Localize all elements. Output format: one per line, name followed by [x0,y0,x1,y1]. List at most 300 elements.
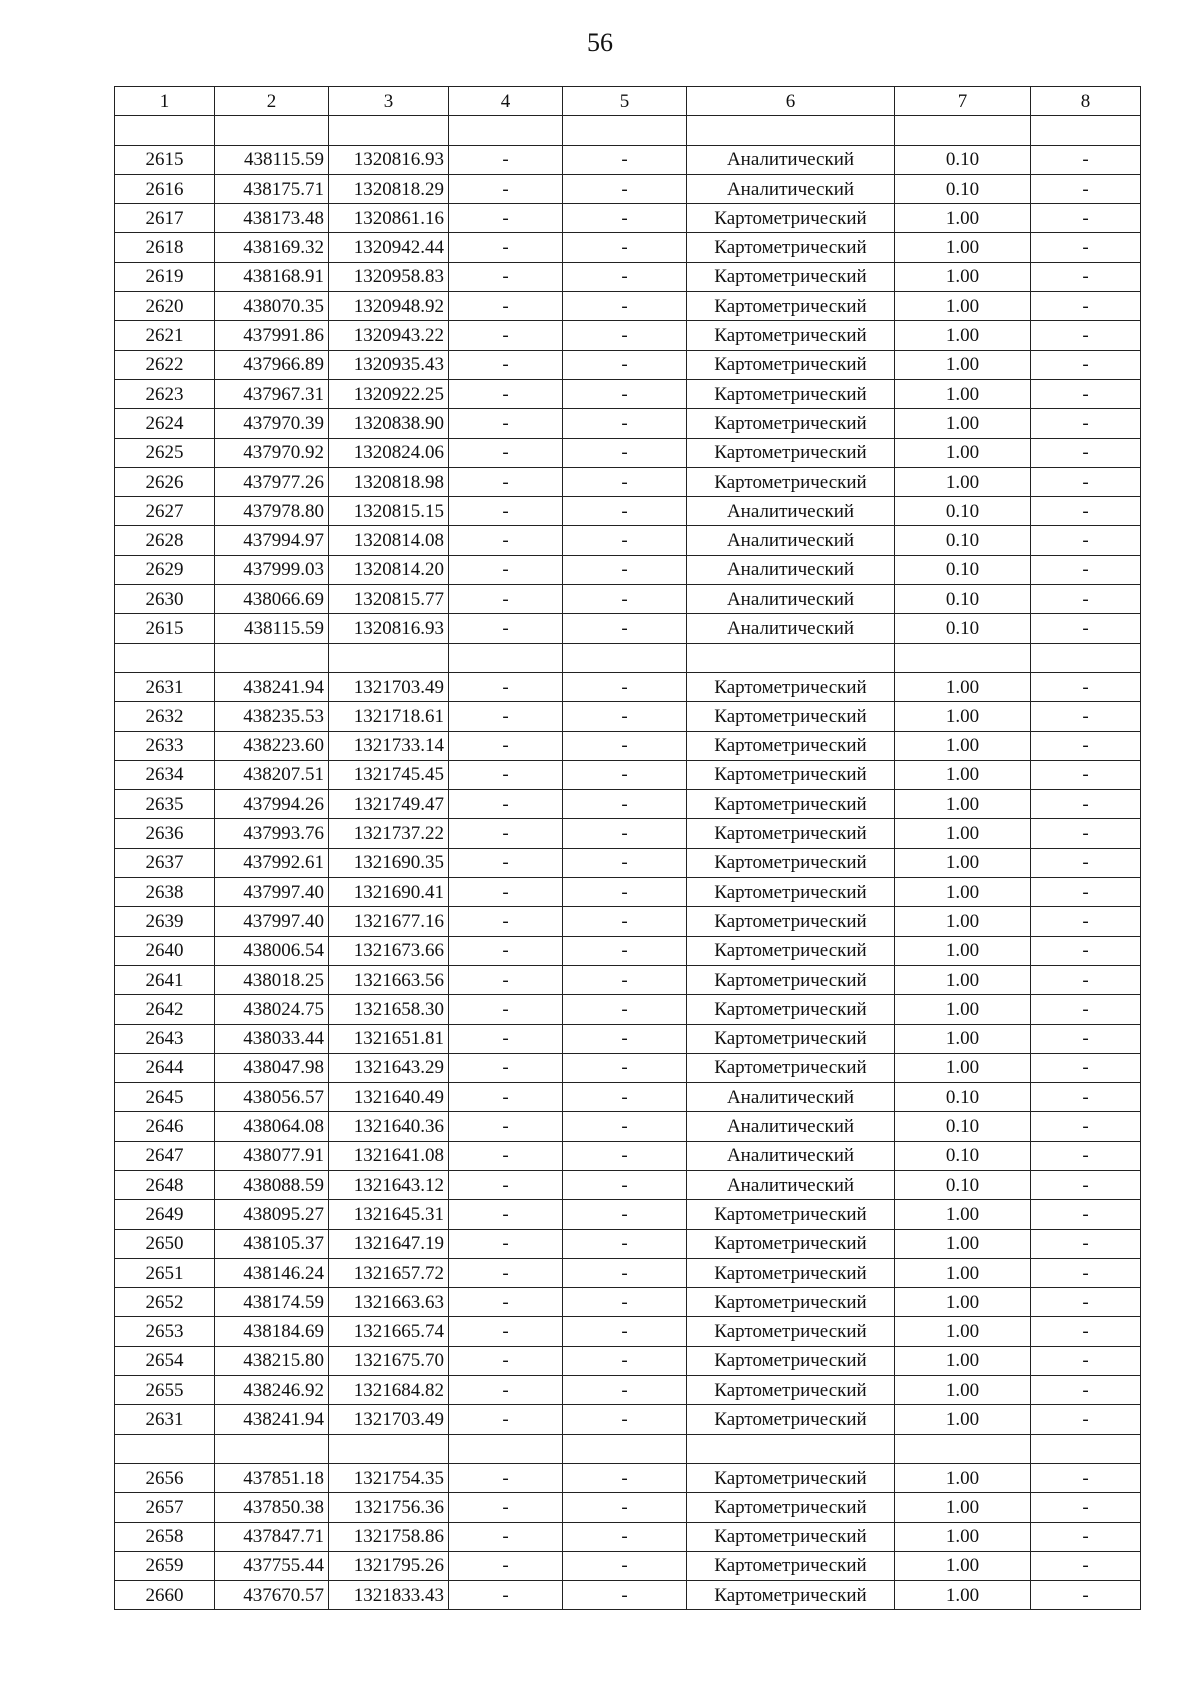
table-row [115,995,1141,1024]
column-8-cell: - [1031,555,1141,584]
column-4-cell: - [449,760,563,789]
method-cell: Аналитический [687,585,895,614]
method-cell: Картометрический [687,790,895,819]
table-row [115,409,1141,438]
x-coordinate-cell: 438033.44 [215,1024,329,1053]
accuracy-cell: 1.00 [895,672,1031,701]
column-5-cell: - [563,292,687,321]
accuracy-cell: 1.00 [895,731,1031,760]
column-8-cell: - [1031,526,1141,555]
empty-cell [563,643,687,672]
empty-cell [215,643,329,672]
accuracy-cell: 0.10 [895,497,1031,526]
column-8-cell: - [1031,1170,1141,1199]
method-cell: Картометрический [687,321,895,350]
accuracy-cell: 0.10 [895,526,1031,555]
table-row [115,790,1141,819]
x-coordinate-cell: 438006.54 [215,936,329,965]
accuracy-cell: 1.00 [895,760,1031,789]
column-5-cell: - [563,878,687,907]
table-row [115,350,1141,379]
method-cell: Картометрический [687,409,895,438]
x-coordinate-cell: 437850.38 [215,1493,329,1522]
table-row [115,233,1141,262]
column-8-cell: - [1031,1581,1141,1610]
column-5-cell: - [563,409,687,438]
column-5-cell: - [563,760,687,789]
point-number-cell: 2626 [115,467,215,496]
y-coordinate-cell: 1321690.41 [329,878,449,907]
empty-cell [1031,1434,1141,1463]
table-row [115,1200,1141,1229]
point-number-cell: 2650 [115,1229,215,1258]
column-4-cell: - [449,1288,563,1317]
method-cell: Картометрический [687,1024,895,1053]
accuracy-cell: 0.10 [895,1141,1031,1170]
column-8-cell: - [1031,1053,1141,1082]
method-cell: Картометрический [687,438,895,467]
point-number-cell: 2657 [115,1493,215,1522]
point-number-cell: 2615 [115,614,215,643]
column-4-cell: - [449,350,563,379]
accuracy-cell: 1.00 [895,965,1031,994]
method-cell: Аналитический [687,1112,895,1141]
column-4-cell: - [449,233,563,262]
column-5-cell: - [563,614,687,643]
empty-cell [687,116,895,145]
method-cell: Картометрический [687,467,895,496]
empty-cell [563,1434,687,1463]
y-coordinate-cell: 1321673.66 [329,936,449,965]
x-coordinate-cell: 438184.69 [215,1317,329,1346]
method-cell: Аналитический [687,1141,895,1170]
accuracy-cell: 0.10 [895,174,1031,203]
column-5-cell: - [563,1229,687,1258]
y-coordinate-cell: 1321640.49 [329,1083,449,1112]
empty-cell [895,1434,1031,1463]
method-cell: Картометрический [687,936,895,965]
table-row [115,731,1141,760]
accuracy-cell: 1.00 [895,1522,1031,1551]
column-8-cell: - [1031,204,1141,233]
accuracy-cell: 0.10 [895,614,1031,643]
table-row [115,965,1141,994]
column-5-cell: - [563,672,687,701]
column-4-cell: - [449,1551,563,1580]
column-4-cell: - [449,790,563,819]
point-number-cell: 2660 [115,1581,215,1610]
column-4-cell: - [449,1258,563,1287]
point-number-cell: 2631 [115,1405,215,1434]
column-8-cell: - [1031,702,1141,731]
column-5-cell: - [563,965,687,994]
accuracy-cell: 1.00 [895,204,1031,233]
x-coordinate-cell: 437991.86 [215,321,329,350]
method-cell: Аналитический [687,526,895,555]
method-cell: Картометрический [687,1346,895,1375]
table-row [115,321,1141,350]
column-header: 1 [115,87,215,116]
column-4-cell: - [449,174,563,203]
accuracy-cell: 1.00 [895,321,1031,350]
column-8-cell: - [1031,379,1141,408]
point-number-cell: 2636 [115,819,215,848]
y-coordinate-cell: 1321795.26 [329,1551,449,1580]
table-row [115,819,1141,848]
column-5-cell: - [563,262,687,291]
header-row [115,87,1141,116]
column-4-cell: - [449,819,563,848]
y-coordinate-cell: 1321663.56 [329,965,449,994]
column-4-cell: - [449,702,563,731]
column-8-cell: - [1031,321,1141,350]
y-coordinate-cell: 1320943.22 [329,321,449,350]
column-5-cell: - [563,1376,687,1405]
column-5-cell: - [563,848,687,877]
point-number-cell: 2658 [115,1522,215,1551]
column-8-cell: - [1031,497,1141,526]
column-8-cell: - [1031,672,1141,701]
x-coordinate-cell: 438169.32 [215,233,329,262]
table-row [115,672,1141,701]
x-coordinate-cell: 437977.26 [215,467,329,496]
method-cell: Картометрический [687,204,895,233]
x-coordinate-cell: 438241.94 [215,672,329,701]
column-4-cell: - [449,497,563,526]
empty-cell [215,116,329,145]
method-cell: Картометрический [687,292,895,321]
column-8-cell: - [1031,731,1141,760]
accuracy-cell: 1.00 [895,995,1031,1024]
column-8-cell: - [1031,350,1141,379]
column-5-cell: - [563,1522,687,1551]
point-number-cell: 2617 [115,204,215,233]
accuracy-cell: 1.00 [895,819,1031,848]
y-coordinate-cell: 1320814.20 [329,555,449,584]
y-coordinate-cell: 1321718.61 [329,702,449,731]
x-coordinate-cell: 437997.40 [215,907,329,936]
column-header: 8 [1031,87,1141,116]
x-coordinate-cell: 437670.57 [215,1581,329,1610]
x-coordinate-cell: 438088.59 [215,1170,329,1199]
column-4-cell: - [449,555,563,584]
accuracy-cell: 1.00 [895,1200,1031,1229]
x-coordinate-cell: 437966.89 [215,350,329,379]
column-5-cell: - [563,936,687,965]
empty-cell [115,643,215,672]
point-number-cell: 2653 [115,1317,215,1346]
y-coordinate-cell: 1321657.72 [329,1258,449,1287]
column-8-cell: - [1031,145,1141,174]
x-coordinate-cell: 437994.97 [215,526,329,555]
column-4-cell: - [449,1493,563,1522]
y-coordinate-cell: 1320942.44 [329,233,449,262]
y-coordinate-cell: 1320818.29 [329,174,449,203]
point-number-cell: 2645 [115,1083,215,1112]
column-4-cell: - [449,262,563,291]
column-4-cell: - [449,585,563,614]
column-8-cell: - [1031,819,1141,848]
column-header: 3 [329,87,449,116]
point-number-cell: 2647 [115,1141,215,1170]
column-8-cell: - [1031,965,1141,994]
table-row [115,702,1141,731]
column-4-cell: - [449,321,563,350]
x-coordinate-cell: 438235.53 [215,702,329,731]
method-cell: Аналитический [687,614,895,643]
table-row [115,1317,1141,1346]
empty-cell [329,116,449,145]
column-4-cell: - [449,848,563,877]
column-8-cell: - [1031,995,1141,1024]
point-number-cell: 2625 [115,438,215,467]
y-coordinate-cell: 1320814.08 [329,526,449,555]
method-cell: Аналитический [687,1170,895,1199]
y-coordinate-cell: 1321677.16 [329,907,449,936]
point-number-cell: 2616 [115,174,215,203]
column-8-cell: - [1031,292,1141,321]
x-coordinate-cell: 438246.92 [215,1376,329,1405]
column-4-cell: - [449,1405,563,1434]
column-5-cell: - [563,1141,687,1170]
empty-cell [687,1434,895,1463]
method-cell: Картометрический [687,731,895,760]
column-5-cell: - [563,1317,687,1346]
point-number-cell: 2646 [115,1112,215,1141]
accuracy-cell: 1.00 [895,936,1031,965]
column-5-cell: - [563,1346,687,1375]
column-5-cell: - [563,1112,687,1141]
accuracy-cell: 1.00 [895,702,1031,731]
point-number-cell: 2620 [115,292,215,321]
column-8-cell: - [1031,1112,1141,1141]
table-row [115,174,1141,203]
empty-cell [329,643,449,672]
column-8-cell: - [1031,936,1141,965]
accuracy-cell: 1.00 [895,262,1031,291]
method-cell: Картометрический [687,1229,895,1258]
column-5-cell: - [563,731,687,760]
empty-cell [895,116,1031,145]
empty-cell [895,643,1031,672]
method-cell: Картометрический [687,878,895,907]
y-coordinate-cell: 1321690.35 [329,848,449,877]
column-8-cell: - [1031,1522,1141,1551]
column-4-cell: - [449,292,563,321]
table-row [115,262,1141,291]
accuracy-cell: 1.00 [895,233,1031,262]
column-4-cell: - [449,526,563,555]
y-coordinate-cell: 1320815.15 [329,497,449,526]
table-row [115,848,1141,877]
column-5-cell: - [563,1024,687,1053]
column-4-cell: - [449,409,563,438]
x-coordinate-cell: 437999.03 [215,555,329,584]
accuracy-cell: 1.00 [895,1405,1031,1434]
column-4-cell: - [449,467,563,496]
column-5-cell: - [563,350,687,379]
empty-cell [449,116,563,145]
point-number-cell: 2630 [115,585,215,614]
accuracy-cell: 1.00 [895,1258,1031,1287]
point-number-cell: 2623 [115,379,215,408]
x-coordinate-cell: 438168.91 [215,262,329,291]
column-8-cell: - [1031,878,1141,907]
column-4-cell: - [449,1083,563,1112]
x-coordinate-cell: 438175.71 [215,174,329,203]
column-5-cell: - [563,702,687,731]
column-4-cell: - [449,1581,563,1610]
x-coordinate-cell: 438105.37 [215,1229,329,1258]
accuracy-cell: 1.00 [895,1376,1031,1405]
table-row [115,878,1141,907]
empty-cell [687,643,895,672]
column-5-cell: - [563,497,687,526]
accuracy-cell: 1.00 [895,379,1031,408]
method-cell: Картометрический [687,760,895,789]
accuracy-cell: 1.00 [895,292,1031,321]
x-coordinate-cell: 438064.08 [215,1112,329,1141]
y-coordinate-cell: 1321645.31 [329,1200,449,1229]
table-row [115,467,1141,496]
point-number-cell: 2652 [115,1288,215,1317]
y-coordinate-cell: 1321833.43 [329,1581,449,1610]
point-number-cell: 2631 [115,672,215,701]
x-coordinate-cell: 438174.59 [215,1288,329,1317]
table-row [115,1376,1141,1405]
x-coordinate-cell: 437978.80 [215,497,329,526]
x-coordinate-cell: 437992.61 [215,848,329,877]
table-row [115,438,1141,467]
y-coordinate-cell: 1321647.19 [329,1229,449,1258]
table-row [115,1581,1141,1610]
y-coordinate-cell: 1321703.49 [329,672,449,701]
y-coordinate-cell: 1321758.86 [329,1522,449,1551]
column-5-cell: - [563,526,687,555]
y-coordinate-cell: 1320816.93 [329,614,449,643]
column-8-cell: - [1031,1376,1141,1405]
y-coordinate-cell: 1321658.30 [329,995,449,1024]
column-8-cell: - [1031,585,1141,614]
column-4-cell: - [449,1170,563,1199]
column-5-cell: - [563,995,687,1024]
column-4-cell: - [449,936,563,965]
table-row [115,379,1141,408]
y-coordinate-cell: 1320838.90 [329,409,449,438]
column-8-cell: - [1031,1024,1141,1053]
table-row [115,1405,1141,1434]
accuracy-cell: 0.10 [895,145,1031,174]
table-row [115,204,1141,233]
column-4-cell: - [449,1141,563,1170]
x-coordinate-cell: 437970.39 [215,409,329,438]
point-number-cell: 2656 [115,1463,215,1492]
point-number-cell: 2648 [115,1170,215,1199]
method-cell: Картометрический [687,1258,895,1287]
column-5-cell: - [563,321,687,350]
method-cell: Картометрический [687,1463,895,1492]
column-5-cell: - [563,1463,687,1492]
column-4-cell: - [449,379,563,408]
y-coordinate-cell: 1320958.83 [329,262,449,291]
method-cell: Картометрический [687,1405,895,1434]
separator-row [115,116,1141,145]
point-number-cell: 2632 [115,702,215,731]
x-coordinate-cell: 438115.59 [215,145,329,174]
column-8-cell: - [1031,467,1141,496]
accuracy-cell: 1.00 [895,1463,1031,1492]
table-row [115,1053,1141,1082]
table-row [115,1024,1141,1053]
column-4-cell: - [449,1376,563,1405]
x-coordinate-cell: 437967.31 [215,379,329,408]
column-4-cell: - [449,1463,563,1492]
x-coordinate-cell: 438241.94 [215,1405,329,1434]
column-4-cell: - [449,965,563,994]
column-8-cell: - [1031,1258,1141,1287]
column-5-cell: - [563,204,687,233]
column-header: 2 [215,87,329,116]
column-8-cell: - [1031,262,1141,291]
table-row [115,1551,1141,1580]
point-number-cell: 2643 [115,1024,215,1053]
y-coordinate-cell: 1321745.45 [329,760,449,789]
method-cell: Картометрический [687,702,895,731]
y-coordinate-cell: 1321684.82 [329,1376,449,1405]
point-number-cell: 2654 [115,1346,215,1375]
column-5-cell: - [563,467,687,496]
point-number-cell: 2639 [115,907,215,936]
column-4-cell: - [449,1053,563,1082]
y-coordinate-cell: 1321675.70 [329,1346,449,1375]
x-coordinate-cell: 438070.35 [215,292,329,321]
column-4-cell: - [449,1112,563,1141]
point-number-cell: 2622 [115,350,215,379]
x-coordinate-cell: 437994.26 [215,790,329,819]
column-4-cell: - [449,1522,563,1551]
x-coordinate-cell: 438047.98 [215,1053,329,1082]
y-coordinate-cell: 1321643.29 [329,1053,449,1082]
y-coordinate-cell: 1320816.93 [329,145,449,174]
point-number-cell: 2644 [115,1053,215,1082]
table-row [115,936,1141,965]
point-number-cell: 2638 [115,878,215,907]
empty-cell [449,1434,563,1463]
point-number-cell: 2615 [115,145,215,174]
accuracy-cell: 1.00 [895,1581,1031,1610]
column-header: 7 [895,87,1031,116]
empty-cell [329,1434,449,1463]
accuracy-cell: 1.00 [895,467,1031,496]
method-cell: Картометрический [687,1317,895,1346]
x-coordinate-cell: 438146.24 [215,1258,329,1287]
point-number-cell: 2624 [115,409,215,438]
y-coordinate-cell: 1321643.12 [329,1170,449,1199]
column-5-cell: - [563,1493,687,1522]
column-4-cell: - [449,145,563,174]
point-number-cell: 2618 [115,233,215,262]
separator-row [115,1434,1141,1463]
table-row [115,1463,1141,1492]
column-4-cell: - [449,1317,563,1346]
x-coordinate-cell: 437755.44 [215,1551,329,1580]
column-5-cell: - [563,1258,687,1287]
point-number-cell: 2627 [115,497,215,526]
method-cell: Картометрический [687,848,895,877]
x-coordinate-cell: 438066.69 [215,585,329,614]
x-coordinate-cell: 438018.25 [215,965,329,994]
table-row [115,292,1141,321]
